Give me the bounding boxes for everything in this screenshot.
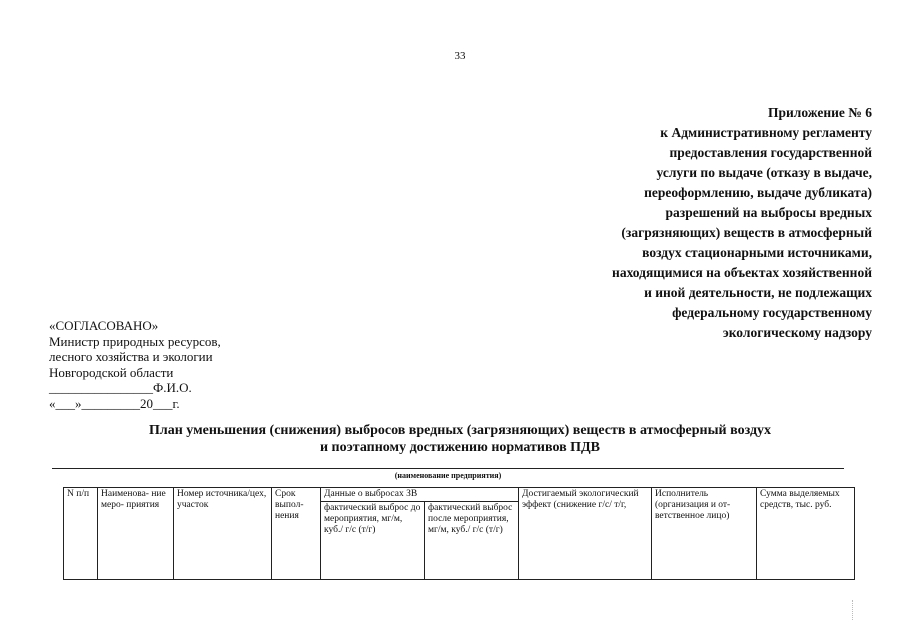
table-header-source: Номер источника/цех, участок <box>174 488 272 580</box>
appendix-header <box>512 103 872 343</box>
appendix-line: и иной деятельности, не подлежащих <box>644 285 872 300</box>
enterprise-caption: (наименование предприятия) <box>394 471 502 480</box>
appendix-line: разрешений на выбросы вредных <box>665 205 872 220</box>
margin-mark <box>852 600 854 620</box>
table-header-emissions-after: фактический выброс после мероприятия, мг/м, куб./ г/с (т/г) <box>425 502 519 580</box>
appendix-line: федеральному государственному <box>672 305 872 320</box>
table-header-emissions: Данные о выбросах ЗВ <box>321 488 519 502</box>
plan-title <box>60 422 860 456</box>
appendix-line: услуги по выдаче (отказу в выдаче, <box>656 165 872 180</box>
appendix-line: воздух стационарными источниками, <box>642 245 872 260</box>
approval-date-line: «___»_________20___г. <box>49 395 180 411</box>
plan-table <box>63 487 855 580</box>
appendix-line: предоставления государственной <box>669 145 872 160</box>
appendix-line: (загрязняющих) веществ в атмосферный <box>621 225 872 240</box>
table-header-n: N п/п <box>64 488 98 580</box>
table-header-measure-name: Наименова- ние меро- приятия <box>98 488 174 580</box>
approval-block <box>49 318 221 411</box>
enterprise-name-field-line <box>52 468 844 469</box>
table-header-emissions-before: фактический выброс до мероприятия, мг/м, куб./ г/с (т/г) <box>321 502 425 580</box>
table-header-effect: Достигаемый экологический эффект (снижение г/с/ т/г, <box>519 488 652 580</box>
approval-line: «СОГЛАСОВАНО» <box>49 318 159 333</box>
appendix-line: переоформлению, выдаче дубликата) <box>644 185 872 200</box>
approval-signature-line: ________________Ф.И.О. <box>49 380 192 395</box>
approval-line: лесного хозяйства и экологии <box>49 349 213 364</box>
plan-title-line: План уменьшения (снижения) выбросов вредных (загрязняющих) веществ в атмосферный воздух <box>148 423 772 438</box>
table-header-amount: Сумма выделяемых средств, тыс. руб. <box>757 488 855 580</box>
appendix-line: экологическому надзору <box>722 325 872 340</box>
approval-line: Министр природных ресурсов, <box>49 333 221 349</box>
table-header-deadline: Срок выпол- нения <box>272 488 321 580</box>
plan-title-line: и поэтапному достижению нормативов ПДВ <box>319 440 601 455</box>
appendix-line: находящимися на объектах хозяйственной <box>612 265 872 280</box>
approval-line: Новгородской области <box>49 364 174 380</box>
appendix-line: к Административному регламенту <box>660 125 872 140</box>
appendix-line: Приложение № 6 <box>768 105 872 120</box>
table-header-executor: Исполнитель (организация и от- ветственное лицо) <box>652 488 757 580</box>
page-number: 33 <box>454 50 466 62</box>
